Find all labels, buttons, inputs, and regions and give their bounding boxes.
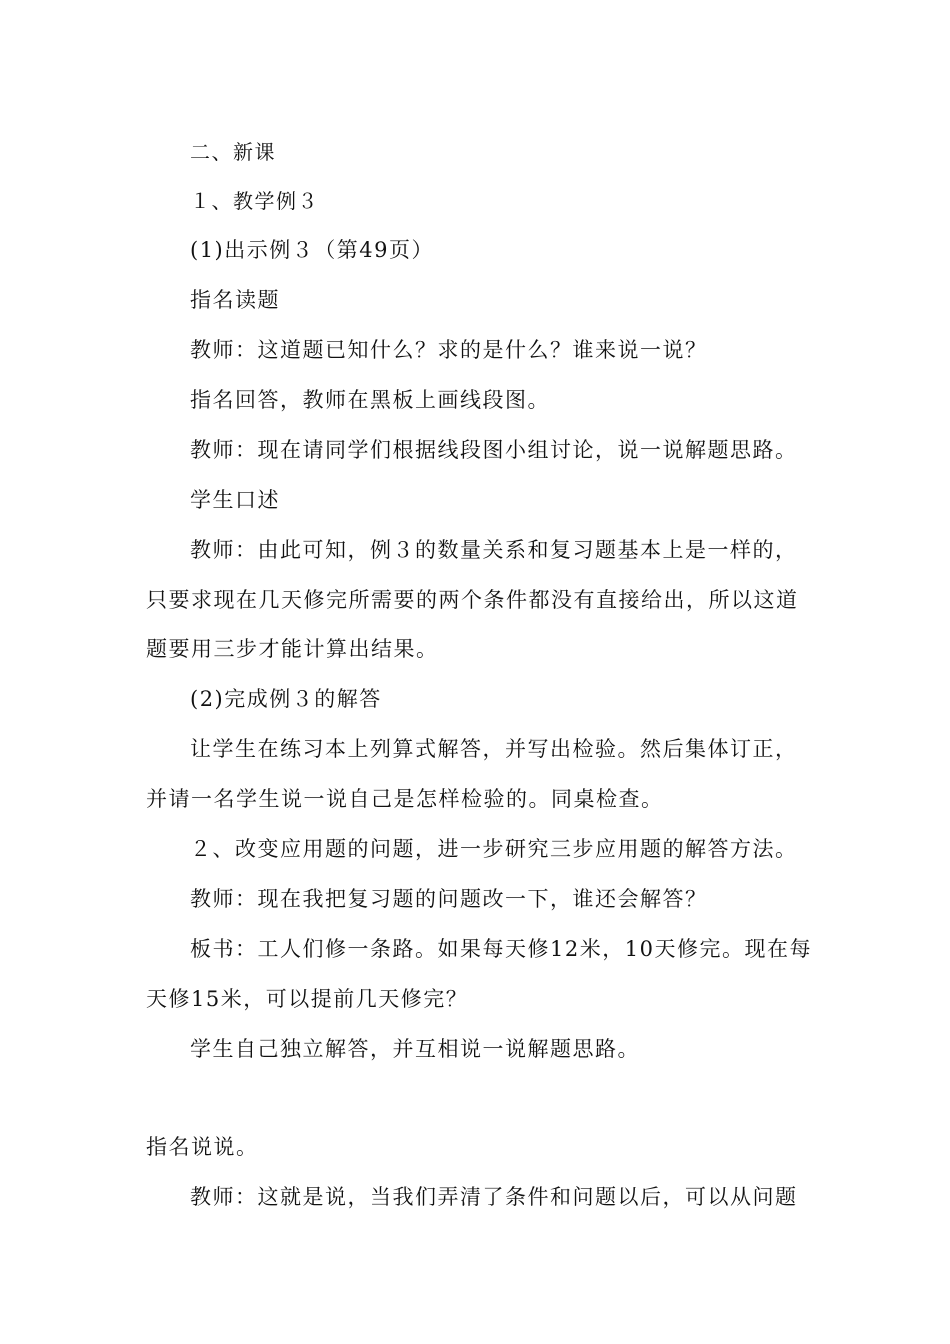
paragraph-line: 学生自己独立解答，并互相说一说解题思路。 (190, 1037, 640, 1061)
paragraph-line: 板书：工人们修一条路。如果每天修12米，10天修完。现在每 (190, 937, 812, 961)
paragraph-line: (2)完成例３的解答 (190, 687, 382, 711)
paragraph-line: 让学生在练习本上列算式解答，并写出检验。然后集体订正， (190, 737, 798, 761)
paragraph-line: 题要用三步才能计算出结果。 (146, 637, 439, 661)
paragraph-line: (1)出示例３（第49页） (190, 238, 434, 262)
paragraph-line: 教师：现在我把复习题的问题改一下，谁还会解答？ (190, 887, 708, 911)
paragraph-line: 教师：现在请同学们根据线段图小组讨论，说一说解题思路。 (190, 438, 798, 462)
paragraph-line: 教师：由此可知，例３的数量关系和复习题基本上是一样的， (190, 538, 798, 562)
paragraph-line: 指名回答，教师在黑板上画线段图。 (190, 388, 550, 412)
paragraph-line: 教师：这道题已知什么？求的是什么？谁来说一说？ (190, 338, 708, 362)
paragraph-line: 教师：这就是说，当我们弄清了条件和问题以后，可以从问题 (190, 1185, 798, 1209)
paragraph-line: ２、改变应用题的问题，进一步研究三步应用题的解答方法。 (190, 837, 798, 861)
paragraph-line: 指名读题 (190, 288, 280, 312)
paragraph-line: 天修15米，可以提前几天修完？ (146, 987, 469, 1011)
paragraph-line: 只要求现在几天修完所需要的两个条件都没有直接给出，所以这道 (146, 588, 799, 612)
paragraph-line: 学生口述 (190, 488, 280, 512)
paragraph-line: 并请一名学生说一说自己是怎样检验的。同桌检查。 (146, 787, 664, 811)
section-heading: 二、新课 (190, 140, 276, 164)
subsection-heading: １、教学例３ (190, 189, 319, 213)
paragraph-line: 指名说说。 (146, 1135, 259, 1159)
